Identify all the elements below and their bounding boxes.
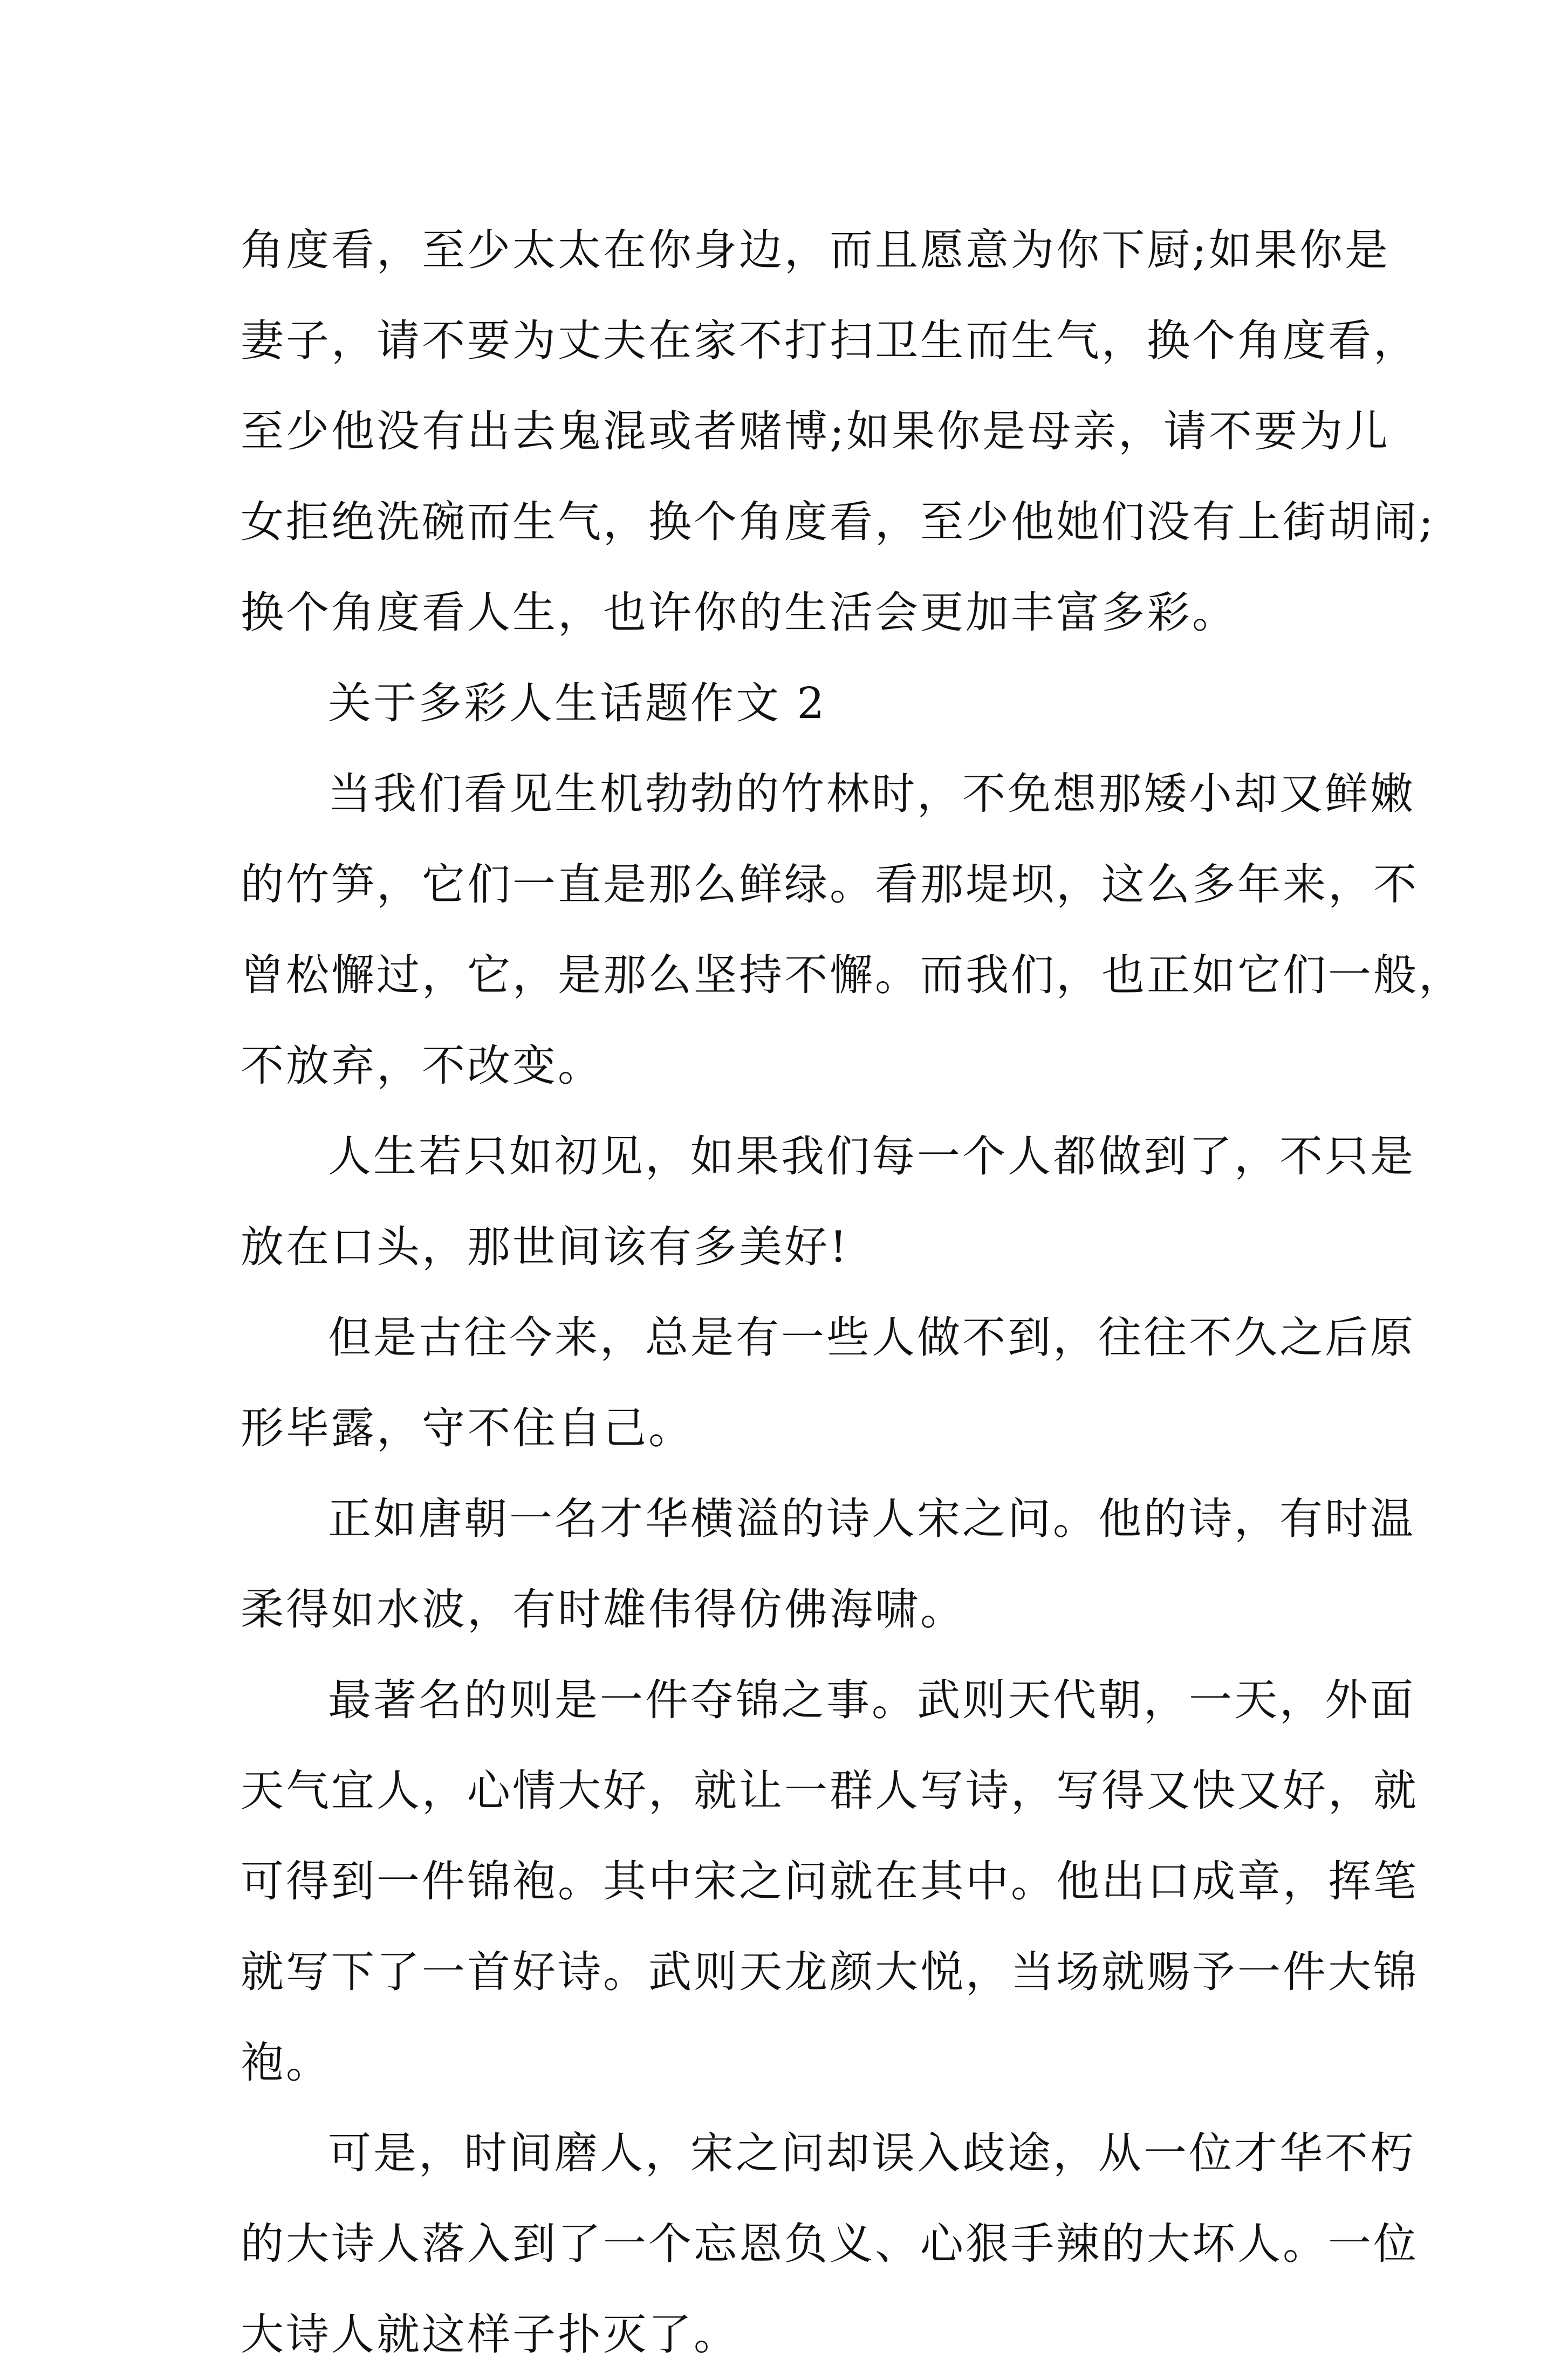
text-line: 可得到一件锦袍。其中宋之问就在其中。他出口成章，挥笔 xyxy=(241,1856,1419,1906)
document-body xyxy=(241,205,1464,2380)
text-line: 曾松懈过，它，是那么坚持不懈。而我们，也正如它们一般， xyxy=(241,950,1464,1000)
text-line: 放在口头，那世间该有多美好! xyxy=(241,1222,850,1272)
text-line: 最著名的则是一件夺锦之事。武则天代朝，一天，外面 xyxy=(328,1675,1415,1725)
text-line: 的竹笋，它们一直是那么鲜绿。看那堤坝，这么多年来，不 xyxy=(241,859,1419,909)
text-line: 的大诗人落入到了一个忘恩负义、心狠手辣的大坏人。一位 xyxy=(241,2219,1419,2269)
text-line: 可是，时间磨人，宋之问却误入歧途，从一位才华不朽 xyxy=(328,2128,1415,2178)
text-line: 形毕露，守不住自己。 xyxy=(241,1403,694,1453)
text-line: 角度看，至少太太在你身边，而且愿意为你下厨;如果你是 xyxy=(241,225,1390,275)
text-line: 女拒绝洗碗而生气，换个角度看，至少他她们没有上街胡闹; xyxy=(241,497,1435,547)
text-line: 至少他没有出去鬼混或者赌博;如果你是母亲，请不要为儿 xyxy=(241,406,1390,456)
text-line: 当我们看见生机勃勃的竹林时，不免想那矮小却又鲜嫩 xyxy=(328,769,1415,819)
text-line: 不放弃，不改变。 xyxy=(241,1041,603,1091)
text-line: 妻子，请不要为丈夫在家不打扫卫生而生气，换个角度看， xyxy=(241,316,1419,366)
section-heading: 关于多彩人生话题作文 2 xyxy=(328,678,827,728)
text-line: 就写下了一首好诗。武则天龙颜大悦，当场就赐予一件大锦 xyxy=(241,1947,1419,1997)
text-line: 正如唐朝一名才华横溢的诗人宋之问。他的诗，有时温 xyxy=(328,1494,1415,1544)
text-line: 大诗人就这样子扑灭了。 xyxy=(241,2309,739,2360)
text-line: 柔得如水波，有时雄伟得仿佛海啸。 xyxy=(241,1584,966,1634)
text-line: 天气宜人，心情大好，就让一群人写诗，写得又快又好，就 xyxy=(241,1766,1419,1816)
text-line: 但是古往今来，总是有一些人做不到，往往不久之后原 xyxy=(328,1312,1415,1363)
text-line: 袍。 xyxy=(241,2037,331,2088)
text-line: 人生若只如初见，如果我们每一个人都做到了，不只是 xyxy=(328,1131,1415,1181)
text-line: 换个角度看人生，也许你的生活会更加丰富多彩。 xyxy=(241,587,1237,638)
